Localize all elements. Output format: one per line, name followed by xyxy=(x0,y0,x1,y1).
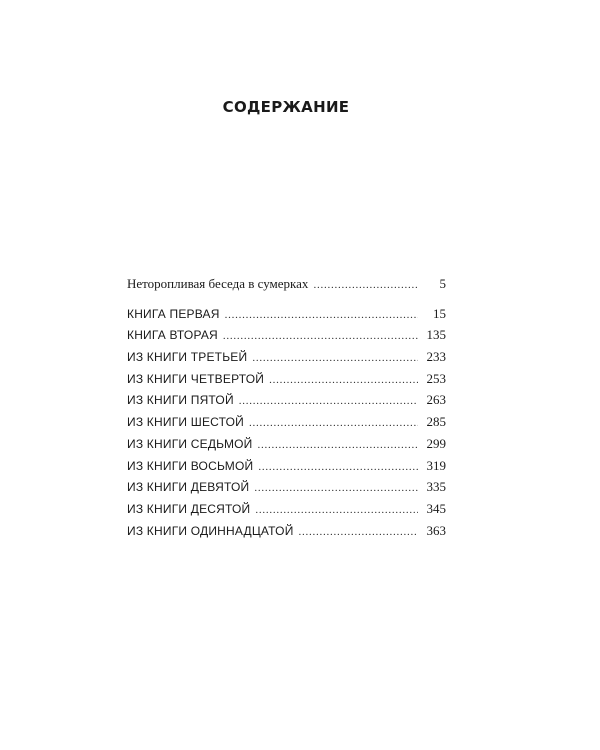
toc-entry-title: ИЗ КНИГИ ЧЕТВЕРТОЙ xyxy=(127,371,265,386)
toc-dot-leader xyxy=(225,305,418,327)
toc-dot-leader xyxy=(252,348,418,370)
toc-entry xyxy=(127,368,446,390)
toc-entry-title: ИЗ КНИГИ ВОСЬМОЙ xyxy=(127,458,254,473)
toc-page-number: 363 xyxy=(426,522,446,538)
toc-entry xyxy=(127,303,446,325)
toc-page-number: 5 xyxy=(439,276,446,291)
toc-entry xyxy=(127,273,446,295)
toc-entry-title: ИЗ КНИГИ ТРЕТЬЕЙ xyxy=(127,350,248,365)
toc-entry-title: ИЗ КНИГИ ОДИННАДЦАТОЙ xyxy=(127,523,294,538)
toc-dot-leader xyxy=(313,275,418,297)
toc-page-number: 319 xyxy=(426,457,446,473)
toc-entry-title: ИЗ КНИГИ СЕДЬМОЙ xyxy=(127,436,253,451)
toc-entry xyxy=(127,411,446,433)
page-title: СОДЕРЖАНИЕ xyxy=(222,98,350,116)
toc-page-number: 15 xyxy=(433,305,446,321)
toc-entry-title: КНИГА ВТОРАЯ xyxy=(127,328,218,343)
toc-entry-title: КНИГА ПЕРВАЯ xyxy=(127,306,220,321)
toc-dot-leader xyxy=(254,478,418,500)
toc-dot-leader xyxy=(249,413,418,435)
toc-dot-leader xyxy=(258,435,418,457)
toc-page-number: 233 xyxy=(426,349,446,365)
toc-page-number: 345 xyxy=(426,500,446,516)
table-of-contents xyxy=(127,273,446,541)
toc-entry-title: ИЗ КНИГИ ДЕВЯТОЙ xyxy=(127,480,250,495)
toc-dot-leader xyxy=(258,457,418,479)
toc-entry xyxy=(127,346,446,368)
toc-entry-title: ИЗ КНИГИ ШЕСТОЙ xyxy=(127,415,244,430)
toc-entry xyxy=(127,389,446,411)
toc-dot-leader xyxy=(269,370,418,392)
toc-dot-leader xyxy=(239,391,418,413)
toc-entry-title: ИЗ КНИГИ ДЕСЯТОЙ xyxy=(127,501,251,516)
toc-entry xyxy=(127,433,446,455)
toc-entry-title: Неторопливая беседа в сумерках xyxy=(127,276,309,291)
toc-dot-leader xyxy=(299,522,418,544)
toc-dot-leader xyxy=(223,326,418,348)
toc-dot-leader xyxy=(255,500,418,522)
toc-entry xyxy=(127,520,446,542)
toc-page-number: 135 xyxy=(426,327,446,343)
toc-page-number: 285 xyxy=(426,414,446,430)
toc-entry xyxy=(127,324,446,346)
toc-page-number: 263 xyxy=(426,392,446,408)
toc-entry xyxy=(127,498,446,520)
toc-entry xyxy=(127,476,446,498)
toc-page-number: 253 xyxy=(426,370,446,386)
toc-page-number: 335 xyxy=(426,479,446,495)
toc-entry-title: ИЗ КНИГИ ПЯТОЙ xyxy=(127,393,234,408)
toc-page-number: 299 xyxy=(426,435,446,451)
toc-entry xyxy=(127,455,446,477)
